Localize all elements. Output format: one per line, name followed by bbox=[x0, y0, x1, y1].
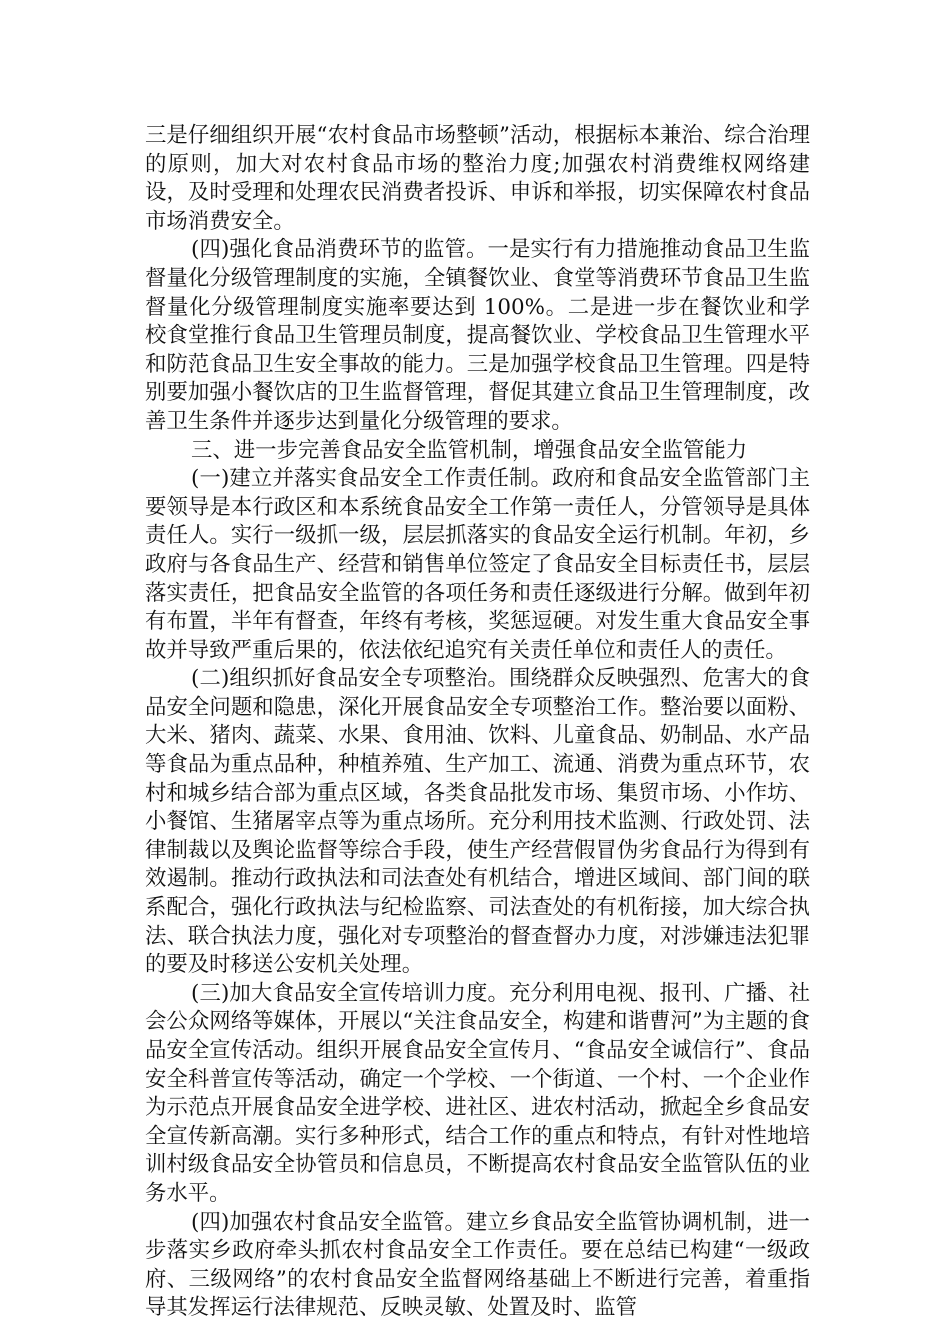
paragraph-publicity-training: (三)加大食品安全宣传培训力度。充分利用电视、报刊、广播、社会公众网络等媒体，开展以“关注食品安全，构建和谐曹河”为主题的食品安全宣传活动。组织开展食品安全宣传月、“食品安全诚信行”、食品安全科普宣传等活动，确定一个学校、一个街道、一个村、一个企业作为示范点开展食品安全进学校、进社区、进农村活动，掀起全乡食品安全宣传新高潮。实行多种形式，结合工作的重点和特点，有针对性地培训村级食品安全协管员和信息员，不断提高农村食品安全监管队伍的业务水平。 bbox=[145, 980, 810, 1206]
paragraph-consumption-supervision: (四)强化食品消费环节的监管。一是实行有力措施推动食品卫生监督量化分级管理制度的实施，全镇餐饮业、食堂等消费环节食品卫生监督量化分级管理制度实施率要达到 100%。二是进一步在餐饮业和学校食堂推行食品卫生管理员制度，提高餐饮业、学校食品卫生管理水平和防范食品卫生安全事故的能力。三是加强学校食品卫生管理。四是特别要加强小餐饮店的卫生监督管理，督促其建立食品卫生管理制度，改善卫生条件并逐步达到量化分级管理的要求。 bbox=[145, 237, 810, 434]
document-page bbox=[145, 122, 810, 1323]
paragraph-special-rectification: (二)组织抓好食品安全专项整治。围绕群众反映强烈、危害大的食品安全问题和隐患，深化开展食品安全专项整治工作。整治要以面粉、大米、猪肉、蔬菜、水果、食用油、饮料、儿童食品、奶制品、水产品等食品为重点品种，种植养殖、生产加工、流通、消费为重点环节，农村和城乡结合部为重点区域，各类食品批发市场、集贸市场、小作坊、小餐馆、生猪屠宰点等为重点场所。充分利用技术监测、行政处罚、法律制裁以及舆论监督等综合手段，使生产经营假冒伪劣食品行为得到有效遏制。推动行政执法和司法查处有机结合，增进区域间、部门间的联系配合，强化行政执法与纪检监察、司法查处的有机衔接，加大综合执法、联合执法力度，强化对专项整治的督查督办力度，对涉嫌违法犯罪的要及时移送公安机关处理。 bbox=[145, 666, 810, 978]
section-heading-supervision-mechanism: 三、进一步完善食品安全监管机制，增强食品安全监管能力 bbox=[191, 437, 748, 463]
paragraph-responsibility-system: (一)建立并落实食品安全工作责任制。政府和食品安全监管部门主要领导是本行政区和本系统食品安全工作第一责任人，分管领导是具体责任人。实行一级抓一级，层层抓落实的食品安全运行机制。年初，乡政府与各食品生产、经营和销售单位签定了食品安全目标责任书，层层落实责任，把食品安全监管的各项任务和责任逐级进行分解。做到年初有布置，半年有督查，年终有考核，奖惩逗硬。对发生重大食品安全事故并导致严重后果的，依法依纪追究有关责任单位和责任人的责任。 bbox=[145, 466, 810, 663]
paragraph-rural-food-supervision: (四)加强农村食品安全监管。建立乡食品安全监管协调机制，进一步落实乡政府牵头抓农村食品安全工作责任。要在总结已构建“一级政府、三级网络”的农村食品安全监督网络基础上不断进行完善，着重指导其发挥运行法律规范、反映灵敏、处置及时、监管 bbox=[145, 1209, 810, 1321]
paragraph-rural-market-rectification: 三是仔细组织开展“农村食品市场整顿”活动，根据标本兼治、综合治理的原则，加大对农村食品市场的整治力度;加强农村消费维权网络建设，及时受理和处理农民消费者投诉、申诉和举报，切实保障农村食品市场消费安全。 bbox=[145, 123, 810, 234]
